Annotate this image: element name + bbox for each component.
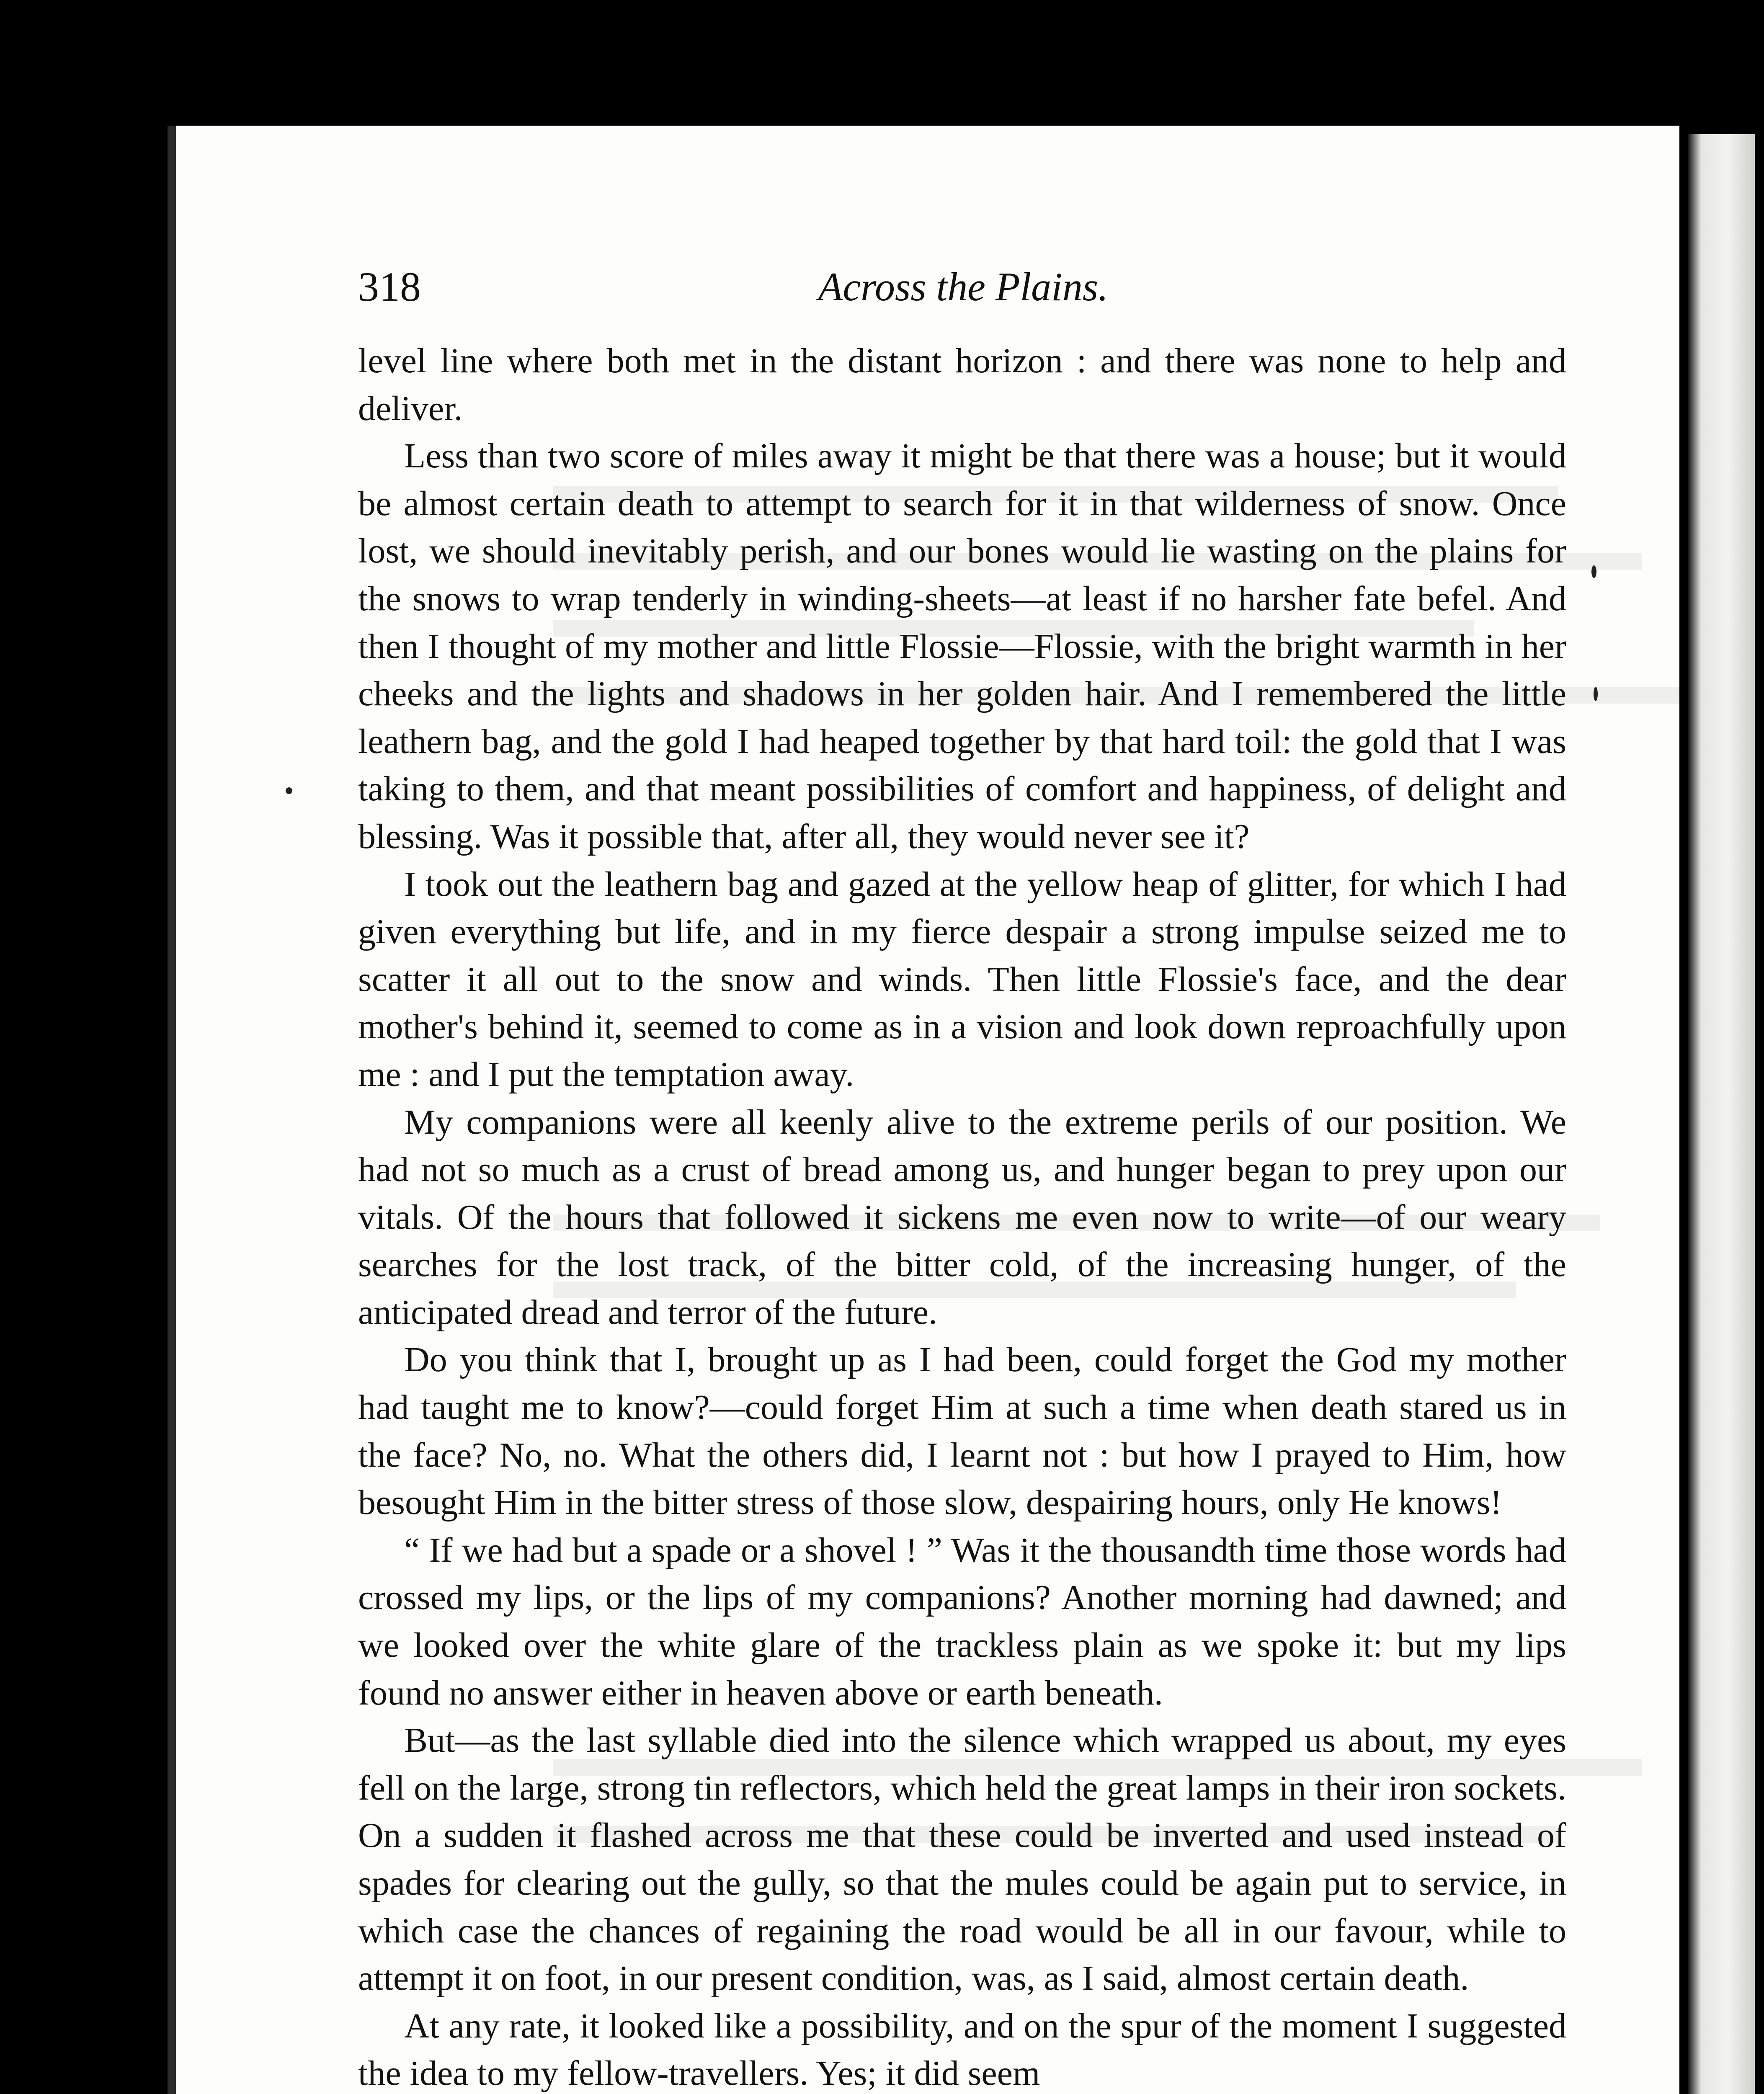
running-title: Across the Plains. — [818, 264, 1109, 309]
facing-page-edge — [1688, 134, 1755, 2094]
paragraph: Do you think that I, brought up as I had been, could forget the God my mother had taught me to know?—could forget Him at such a time when death stared us in the face? No, no. What the others did, I learnt not : but how I prayed to Him, how besought Him in the bitter stress of those slow, despairing hours, only He knows! — [358, 1340, 1566, 1522]
paragraph: I took out the leathern bag and gazed at the yellow heap of glitter, for which I had given everything but life, and in my fierce despair a strong impulse seized me to scatter it all out to the snow and winds. Then little Flossie's face, and the dear mother's behind it, seemed to come as in a vision and look down reproachfully upon me : and I put the temptation away. — [358, 864, 1566, 1094]
paragraph: Less than two score of miles away it might be that there was a house; but it would be almost certain death to attempt to search for it in that wilderness of snow. Once lost, we should inevitably perish, and our bones would lie wasting on the plains for the snows to wrap tenderly in winding-sheets—at least if no harsher fate befel. And then I thought of my mother and little Flossie—Flossie, with the bright warmth in her cheeks and the lights and shadows in her golden hair. And I remembered the little leathern bag, and the gold I had heaped together by that hard toil: the gold that I was taking to them, and that meant possibilities of comfort and happiness, of delight and blessing. Was it possible that, after all, they would never see it? — [358, 436, 1566, 856]
page-header — [358, 260, 1568, 314]
paragraph: At any rate, it looked like a possibility, and on the spur of the moment I suggested the idea to my fellow-travellers. Yes; it did seem — [358, 2006, 1566, 2093]
paragraph: “ If we had but a spade or a shovel ! ” Was it the thousandth time those words had crossed my lips, or the lips of my companions? Another morning had dawned; and we looked over the white glare of the trackless plain as we spoke it: but my lips found no answer either in heaven above or earth beneath. — [358, 1530, 1566, 1712]
paragraph-continuation: level line where both met in the distant horizon : and there was none to help and deliver. — [358, 341, 1566, 428]
margin-dot — [286, 787, 292, 794]
paragraph: My companions were all keenly alive to the extreme perils of our position. We had not so much as a crust of bread among us, and hunger began to prey upon our vitals. Of the hours that followed it sickens me even now to write—of our weary searches for the lost track, of the bitter cold, of the increasing hunger, of the anticipated dread and terror of the future. — [358, 1102, 1566, 1332]
margin-tick-top — [1591, 565, 1596, 578]
body-text — [358, 337, 1566, 2094]
page-number: 318 — [358, 263, 421, 310]
paragraph: But—as the last syllable died into the silence which wrapped us about, my eyes fell on the large, strong tin reflectors, which held the great lamps in their iron sockets. On a sudden it flashed across me that these could be inverted and used instead of spades for clearing out the gully, so that the mules could be again put to service, in which case the chances of regaining the road would be all in our favour, while to attempt it on foot, in our present condition, was, as I said, almost certain death. — [358, 1721, 1566, 1998]
margin-tick-bottom — [1594, 687, 1598, 701]
